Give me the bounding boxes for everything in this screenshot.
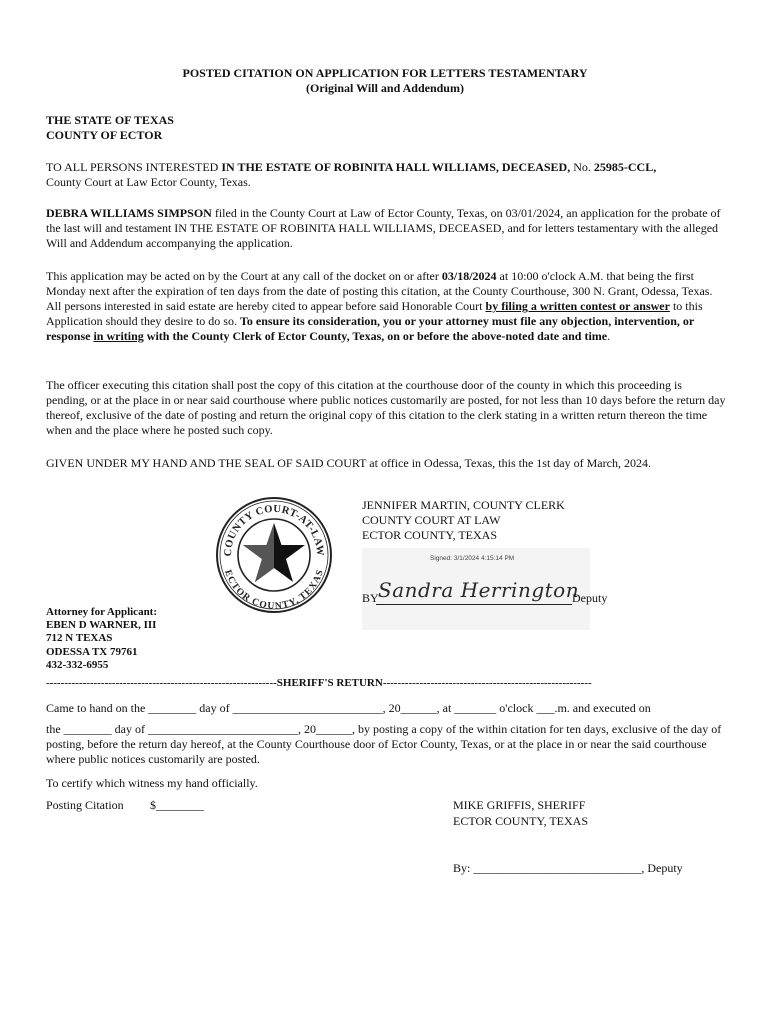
hearing-date: 03/18/2024 (441, 269, 497, 283)
certify-line: To certify which witness my hand officially. (46, 776, 258, 790)
hearing-text-1: This application may be acted on by the Court at any call of the docket on or after (46, 269, 442, 283)
clerk-signature: Sandra Herrington (378, 578, 580, 602)
seal-bottom-text: ECTOR COUNTY, TEXAS (222, 568, 326, 612)
return-line-1: Came to hand on the ________ day of _________________________, 20______, at _______ o'clock ___.m. and executed on (46, 701, 651, 715)
in-writing: in writing (93, 329, 144, 343)
attorney-address-1: 712 N TEXAS (46, 632, 113, 644)
clerk-court: COUNTY COURT AT LAW (362, 513, 501, 527)
return-line-2: the ________ day of _________________________, 20______, by posting a copy of the within citation for ten days, exclusive of the day of posting, before the return day hereof, at the County Courthouse door of Ector County, Texas, or at the place in or near the said courthouse where public notices customarily are posted. (46, 722, 722, 766)
signature-line (376, 604, 572, 605)
applicant-name: DEBRA WILLIAMS SIMPSON (46, 206, 212, 220)
attorney-address-2: ODESSA TX 79761 (46, 646, 138, 658)
attorney-phone: 432-332-6955 (46, 659, 109, 671)
warning-text-1: To ensure its consideration, you or your attorney must file any objection, intervention, or response (46, 314, 694, 343)
county-heading: COUNTY OF ECTOR (46, 128, 163, 142)
clerk-county: ECTOR COUNTY, TEXAS (362, 528, 498, 542)
warning-text-2: with the County Clerk of Ector County, Texas, on or before the above-noted date and time (143, 329, 608, 343)
sheriff-county: ECTOR COUNTY, TEXAS (453, 814, 589, 828)
posting-fee: $________ (150, 798, 204, 812)
sheriff-return-divider: ---------------------------------------------------------------SHERIFF'S RETURN--------------------------------------------------------- (46, 677, 592, 689)
hearing-text-3: to this Application should they desire to do so. (46, 299, 703, 328)
signed-stamp: Signed: 3/1/2024 4:15:14 PM (430, 555, 515, 562)
seal-top-text: COUNTY COURT-AT-LAW (222, 503, 326, 557)
state-heading: THE STATE OF TEXAS (46, 113, 174, 127)
filing-requirement: by filing a written contest or answer (485, 299, 670, 313)
sheriff-name: MIKE GRIFFIS, SHERIFF (453, 798, 586, 812)
deputy-label: Deputy (572, 591, 608, 605)
officer-paragraph: The officer executing this citation shall post the copy of this citation at the courthouse door of the county in which this proceeding is pending, or at the place in or near said courthouse where public notices customarily are posted, for not less than 10 days before the return day thereof, exclusive of the date of posting and return the original copy of this citation to the clerk stating in a written return thereon the time when and the place where he posted such copy. (46, 378, 726, 437)
court-seal (215, 496, 333, 614)
application-body: filed in the County Court at Law of Ector County, Texas, on 03/01/2024, an application for the probate of the last will and testament IN THE ESTATE OF ROBINITA HALL WILLIAMS, DECEASED, and for letters testamentary with the alleged Will and Addendum accompanying the application. (46, 206, 721, 250)
attorney-name: EBEN D WARNER, III (46, 619, 157, 631)
estate-name: IN THE ESTATE OF ROBINITA HALL WILLIAMS, DECEASED, (221, 160, 571, 174)
given-paragraph: GIVEN UNDER MY HAND AND THE SEAL OF SAID COURT at office in Odessa, Texas, this the 1st day of March, 2024. (46, 456, 651, 470)
case-number-label: No. (570, 160, 594, 174)
posting-citation-label: Posting Citation (46, 798, 124, 812)
intro-lead: TO ALL PERSONS INTERESTED (46, 160, 222, 174)
clerk-name: JENNIFER MARTIN, COUNTY CLERK (362, 498, 565, 512)
document-title: POSTED CITATION ON APPLICATION FOR LETTERS TESTAMENTARY (182, 66, 588, 80)
court-name: County Court at Law Ector County, Texas. (46, 175, 251, 189)
deputy-signature-line: By: ____________________________, Deputy (453, 861, 683, 875)
clerk-by-label: BY (362, 591, 379, 605)
case-number: 25985-CCL, (593, 160, 657, 174)
document-subtitle: (Original Will and Addendum) (306, 81, 464, 95)
application-paragraph (46, 206, 726, 251)
intro-paragraph (46, 160, 726, 190)
hearing-end: . (607, 329, 611, 343)
hearing-paragraph (46, 269, 726, 344)
attorney-label: Attorney for Applicant: (46, 606, 158, 618)
hearing-text-2: at 10:00 o'clock A.M. that being the first Monday next after the expiration of ten days from the date of posting this citation, at the County Courthouse, 300 N. Grant, Odessa, Texas. All persons interested in said estate are hereby cited to appear before said Honorable Court (46, 269, 713, 313)
star-icon (243, 523, 305, 582)
